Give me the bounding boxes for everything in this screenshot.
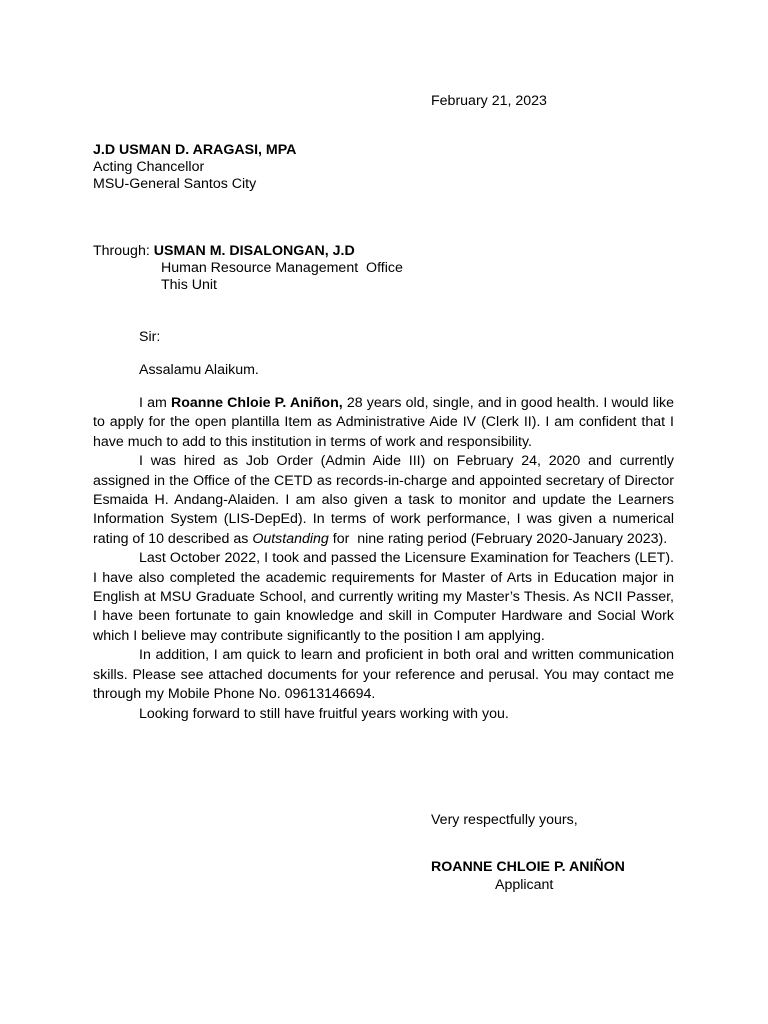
- paragraph1-pre: I am: [139, 395, 171, 411]
- signer-title: Applicant: [495, 877, 554, 893]
- addressee-institution: MSU-General Santos City: [93, 176, 257, 192]
- through-details: [161, 260, 403, 294]
- salutation: Sir:: [139, 329, 161, 345]
- letter-body: [93, 394, 674, 724]
- addressee-block: [93, 142, 296, 193]
- rating-emphasis: Outstanding: [252, 530, 329, 547]
- paragraph-introduction: [93, 394, 674, 452]
- letter-date: February 21, 2023: [431, 93, 547, 109]
- addressee-position: Acting Chancellor: [93, 159, 205, 175]
- paragraph-qualifications: Last October 2022, I took and passed the Licensure Examination for Teachers (LET). I have also completed the academic requirements for Master of Arts in Education major in English at MSU Graduate School, and currently writing my Master’s Thesis. As NCII Passer, I have been fortunate to gain knowledge and skill in Computer Hardware and Social Work which I believe may contribute significantly to the position I am applying.: [93, 550, 674, 644]
- paragraph-closing-remark: Looking forward to still have fruitful years working with you.: [139, 705, 509, 722]
- through-name: USMAN M. DISALONGAN, J.D: [153, 243, 355, 259]
- applicant-name-inline: Roanne Chloie P. Aniñon,: [170, 395, 343, 411]
- through-line: [93, 243, 355, 260]
- signer-name: ROANNE CHLOIE P. ANIÑON: [431, 859, 625, 875]
- paragraph2-pre: I was hired as Job Order (Admin Aide III) on February 24, 2020 and currently assigned in the Office of the CETD as records-in-charge and appointed secretary of Director Esmaida H. Andang-Alaiden. I am also given a task to monitor and update the Learners Information System (LIS-DepEd). In terms of work performance, I was given a numerical rating of 10 described as: [93, 453, 674, 547]
- addressee-name: J.D USMAN D. ARAGASI, MPA: [93, 142, 297, 158]
- complimentary-close: Very respectfully yours,: [431, 812, 578, 828]
- greeting: Assalamu Alaikum.: [139, 362, 259, 378]
- paragraph2-post: for nine rating period (February 2020-January 2023).: [328, 530, 668, 547]
- through-label: Through:: [93, 243, 154, 259]
- through-office: Human Resource Management Office: [161, 260, 403, 276]
- paragraph-skills: In addition, I am quick to learn and proficient in both oral and written communication skills. Please see attached documents for your reference and perusal. You may contact me through my Mobile Phone No. 09613146694.: [93, 647, 674, 703]
- paragraph1-post: 28 years old, single, and in good health. I would like to apply for the open plantilla Item as Administrative Aide IV (Clerk II). I am confident that I have much to add to this institution in terms of work and responsibility.: [93, 395, 675, 450]
- through-unit: This Unit: [161, 277, 217, 293]
- paragraph-experience: [93, 452, 674, 549]
